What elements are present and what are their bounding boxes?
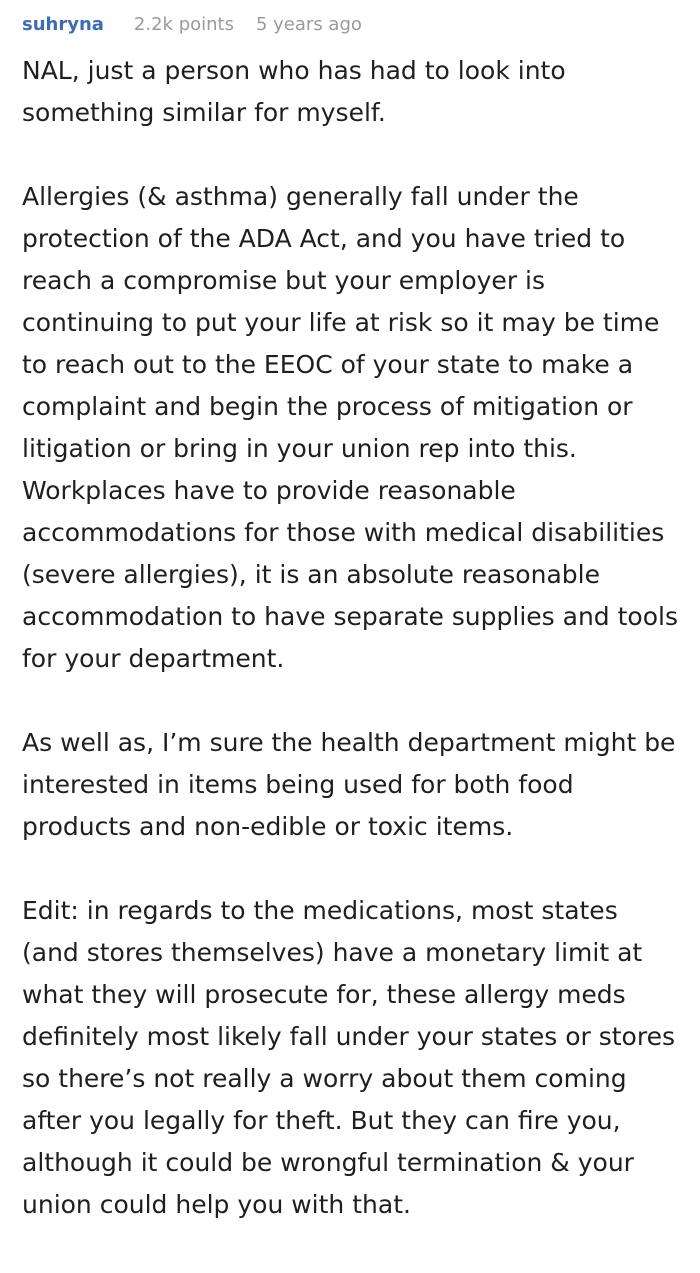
comment-paragraph: NAL, just a person who has had to look into something similar for myself. xyxy=(22,56,566,127)
comment-paragraph: As well as, I’m sure the health department might be interested in items being used for both food products and non-edible or toxic items. xyxy=(22,728,676,841)
comment-author-link[interactable]: suhryna xyxy=(22,14,104,35)
comment-paragraph: Edit: in regards to the medications, most states (and stores themselves) have a monetary limit at what they will prosecute for, these allergy meds definitely most likely fall under your states or stores so there’s not really a worry about them coming after you legally for theft. But they can fire you, although it could be wrongful termination & your union could help you with that. xyxy=(22,896,675,1219)
comment-points: 2.2k points xyxy=(133,14,234,35)
comment-meta xyxy=(22,14,682,44)
comment-body xyxy=(22,50,682,1226)
comment-timestamp[interactable]: 5 years ago xyxy=(255,14,362,35)
comment xyxy=(22,14,682,1226)
comment-paragraph: Allergies (& asthma) generally fall under the protection of the ADA Act, and you have tried to reach a compromise but your employer is continuing to put your life at risk so it may be time to reach out to the EEOC of your state to make a complaint and begin the process of mitigation or litigation or bring in your union rep into this. Workplaces have to provide reasonable accommodations for those with medical disabilities (severe allergies), it is an absolute reasonable accommodation to have separate supplies and tools for your department. xyxy=(22,182,678,673)
